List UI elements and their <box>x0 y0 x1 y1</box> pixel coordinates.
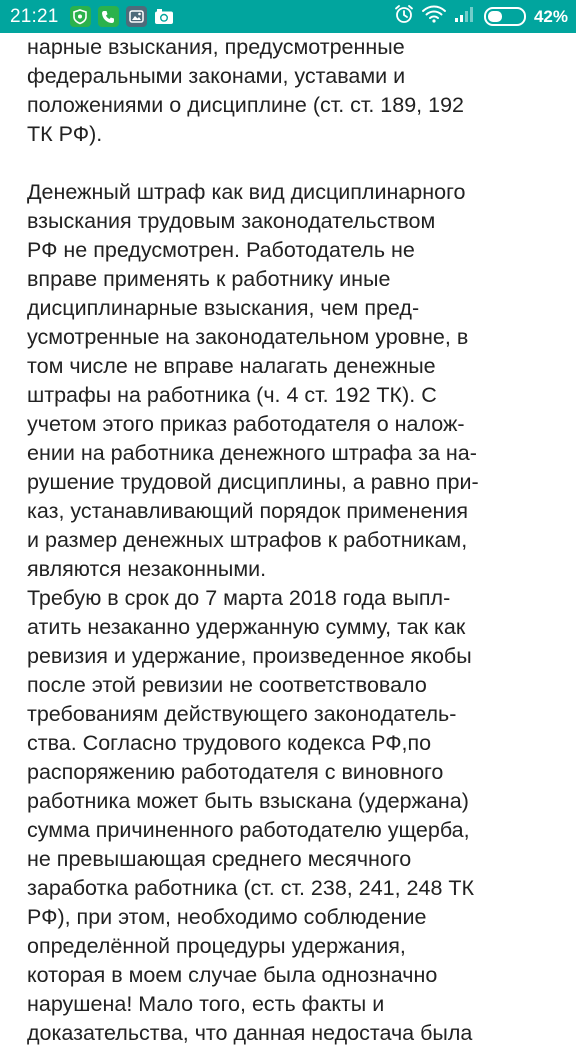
text-line: ревизия и удержание, произведенное якобы <box>27 644 472 668</box>
text-line: Требую в срок до 7 марта 2018 года выпл- <box>27 586 451 610</box>
status-bar-right <box>394 0 568 33</box>
paragraph-spacer <box>27 149 572 178</box>
text-line: ТК РФ). <box>27 122 103 146</box>
text-line: положениями о дисциплине (ст. ст. 189, 192 <box>27 93 464 117</box>
text-line: являются незаконными. <box>27 557 267 581</box>
text-line: заработка работника (ст. ст. 238, 241, 248 ТК <box>27 876 475 900</box>
text-line: федеральными законами, уставами и <box>27 64 406 88</box>
clock: 21:21 <box>10 5 59 27</box>
text-line: работника может быть взыскана (удержана) <box>27 789 469 813</box>
phone-app-icon <box>98 6 119 27</box>
battery-level-fill <box>488 11 502 22</box>
text-line: после этой ревизии не соответствовало <box>27 673 427 697</box>
text-line: РФ не предусмотрен. Работодатель не <box>27 238 415 262</box>
paragraph <box>27 178 572 584</box>
battery-icon <box>484 7 526 26</box>
battery-percent: 42% <box>533 6 568 26</box>
text-line: дисциплинарные взыскания, чем пред- <box>27 296 420 320</box>
text-line: определённой процедуры удержания, <box>27 934 406 958</box>
text-line: взыскания трудовым законодательством <box>27 209 436 233</box>
text-line: штрафы на работника (ч. 4 ст. 192 ТК). С <box>27 383 437 407</box>
text-line: требованиям действующего законодатель- <box>27 702 457 726</box>
paragraph <box>27 33 572 149</box>
text-line: ении на работника денежного штрафа за на- <box>27 441 477 465</box>
signal-icon <box>454 6 476 27</box>
text-line: нарушена! Мало того, есть факты и <box>27 992 385 1016</box>
text-line: нарные взыскания, предусмотренные <box>27 35 405 59</box>
text-line: рушение трудовой дисциплины, а равно при- <box>27 470 479 494</box>
alarm-icon <box>394 4 414 29</box>
text-line: каз, устанавливающий порядок применения <box>27 499 469 523</box>
text-line: вправе применять к работнику иные <box>27 267 391 291</box>
wifi-icon <box>422 5 446 28</box>
paragraph <box>27 584 572 1048</box>
text-line: атить незаканно удержанную сумму, так как <box>27 615 466 639</box>
text-line: сумма причиненного работодателю ущерба, <box>27 818 470 842</box>
image-app-icon <box>126 6 147 27</box>
text-line: не превышающая среднего месячного <box>27 847 412 871</box>
text-line: Денежный штраф как вид дисциплинарного <box>27 180 466 204</box>
text-line: усмотренные на законодательном уровне, в <box>27 325 469 349</box>
text-line: том числе не вправе налагать денежные <box>27 354 436 378</box>
status-bar <box>0 0 576 33</box>
text-line: учетом этого приказ работодателя о налож- <box>27 412 465 436</box>
text-line: которая в моем случае была однозначно <box>27 963 438 987</box>
camera-icon <box>154 6 175 27</box>
text-line: распоряжению работодателя с виновного <box>27 760 444 784</box>
shield-app-icon <box>70 6 91 27</box>
text-line: РФ), при этом, необходимо соблюдение <box>27 905 427 929</box>
document-text <box>27 33 572 1045</box>
text-line: и размер денежных штрафов к работникам, <box>27 528 468 552</box>
text-line: доказательства, что данная недостача была <box>27 1021 473 1045</box>
text-line: ства. Согласно трудового кодекса РФ,по <box>27 731 432 755</box>
status-bar-left <box>10 0 175 33</box>
